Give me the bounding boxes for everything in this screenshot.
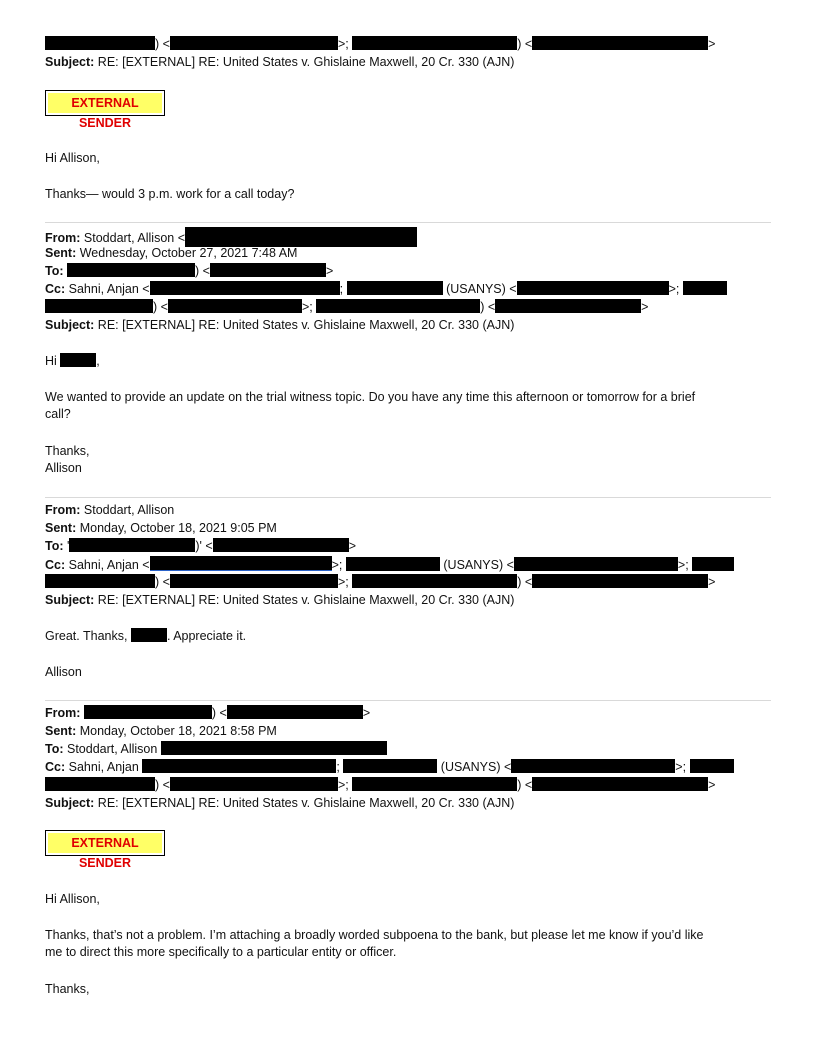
redaction xyxy=(161,741,387,755)
redaction xyxy=(210,263,326,277)
body-text-continued: me to direct this more specifically to a particular entity or officer. xyxy=(45,945,397,959)
redaction xyxy=(532,36,708,50)
redaction xyxy=(45,777,155,791)
body-text: Thanks, that’s not a problem. I’m attaching a broadly worded subpoena to the bank, but please let me know if you’d like xyxy=(45,928,704,942)
redaction xyxy=(514,557,678,571)
redaction xyxy=(532,574,708,588)
redaction xyxy=(150,556,332,571)
to-line: To: ) < > xyxy=(45,264,334,278)
redaction xyxy=(511,759,675,773)
redaction xyxy=(352,574,517,588)
redaction xyxy=(150,281,340,295)
subject-line: Subject: RE: [EXTERNAL] RE: United States v. Ghislaine Maxwell, 20 Cr. 330 (AJN) xyxy=(45,318,515,332)
to-line: To: ' )' < > xyxy=(45,539,357,553)
subject-text: RE: [EXTERNAL] RE: United States v. Ghislaine Maxwell, 20 Cr. 330 (AJN) xyxy=(97,55,515,69)
signature: Allison xyxy=(45,461,82,475)
divider xyxy=(45,700,771,701)
subject-line: Subject: RE: [EXTERNAL] RE: United States v. Ghislaine Maxwell, 20 Cr. 330 (AJN) xyxy=(45,55,515,69)
redaction xyxy=(532,777,708,791)
signoff: Thanks, xyxy=(45,982,90,996)
redaction xyxy=(84,705,212,719)
redaction xyxy=(60,353,96,367)
redaction xyxy=(316,299,480,313)
redaction xyxy=(227,705,363,719)
from-line: From: Stoddart, Allison xyxy=(45,503,175,517)
redaction xyxy=(45,574,155,588)
subject-line: Subject: RE: [EXTERNAL] RE: United States v. Ghislaine Maxwell, 20 Cr. 330 (AJN) xyxy=(45,593,515,607)
redaction xyxy=(45,299,153,313)
redaction xyxy=(343,759,437,773)
redaction xyxy=(142,759,336,773)
cc-line: Cc: Sahni, Anjan ; (USANYS) < >; xyxy=(45,759,734,775)
redaction xyxy=(45,36,155,50)
body-text: Great. Thanks, . Appreciate it. xyxy=(45,629,247,643)
redaction xyxy=(683,281,727,295)
sent-line: Sent: Monday, October 18, 2021 9:05 PM xyxy=(45,521,277,535)
greeting: Hi Allison, xyxy=(45,892,100,906)
redaction xyxy=(69,538,195,552)
cc-line-continued: ) < >; ) < > xyxy=(45,299,648,315)
to-line: To: Stoddart, Allison xyxy=(45,741,387,757)
redaction xyxy=(692,557,734,571)
cc-line: Cc: Sahni, Anjan < ; (USANYS) < >; xyxy=(45,281,727,297)
body-text: Thanks— would 3 p.m. work for a call today? xyxy=(45,187,295,201)
redaction xyxy=(170,36,338,50)
sent-line: Sent: Monday, October 18, 2021 8:58 PM xyxy=(45,724,277,738)
redaction xyxy=(346,557,440,571)
from-line: From: Stoddart, Allison < xyxy=(45,227,417,243)
redaction xyxy=(690,759,734,773)
redaction xyxy=(352,777,517,791)
greeting: Hi , xyxy=(45,354,100,368)
subject-line: Subject: RE: [EXTERNAL] RE: United States v. Ghislaine Maxwell, 20 Cr. 330 (AJN) xyxy=(45,796,515,810)
greeting: Hi Allison, xyxy=(45,151,100,165)
redaction xyxy=(185,227,417,247)
cc-line-continued: ) < >; ) < > xyxy=(45,574,715,590)
redaction xyxy=(67,263,195,277)
header-recipients-line: ) < >; ) < > xyxy=(45,36,715,52)
redaction xyxy=(170,777,338,791)
external-sender-badge: EXTERNAL SENDER xyxy=(45,830,165,856)
redaction xyxy=(213,538,349,552)
redaction xyxy=(131,628,167,642)
redaction xyxy=(517,281,669,295)
external-sender-badge: EXTERNAL SENDER xyxy=(45,90,165,116)
from-line: From: ) < > xyxy=(45,706,371,720)
cc-line: Cc: Sahni, Anjan < >; (USANYS) < >; xyxy=(45,556,734,572)
redaction xyxy=(352,36,517,50)
signature: Allison xyxy=(45,665,82,679)
cc-line-continued: ) < >; ) < > xyxy=(45,777,715,793)
redaction xyxy=(170,574,338,588)
redaction xyxy=(168,299,302,313)
signoff: Thanks, xyxy=(45,444,90,458)
redaction xyxy=(347,281,443,295)
divider xyxy=(45,222,771,223)
body-text-continued: call? xyxy=(45,407,71,421)
sent-line: Sent: Wednesday, October 27, 2021 7:48 AM xyxy=(45,246,298,260)
redaction xyxy=(495,299,641,313)
divider xyxy=(45,497,771,498)
body-text: We wanted to provide an update on the trial witness topic. Do you have any time this afternoon or tomorrow for a brief xyxy=(45,390,696,404)
